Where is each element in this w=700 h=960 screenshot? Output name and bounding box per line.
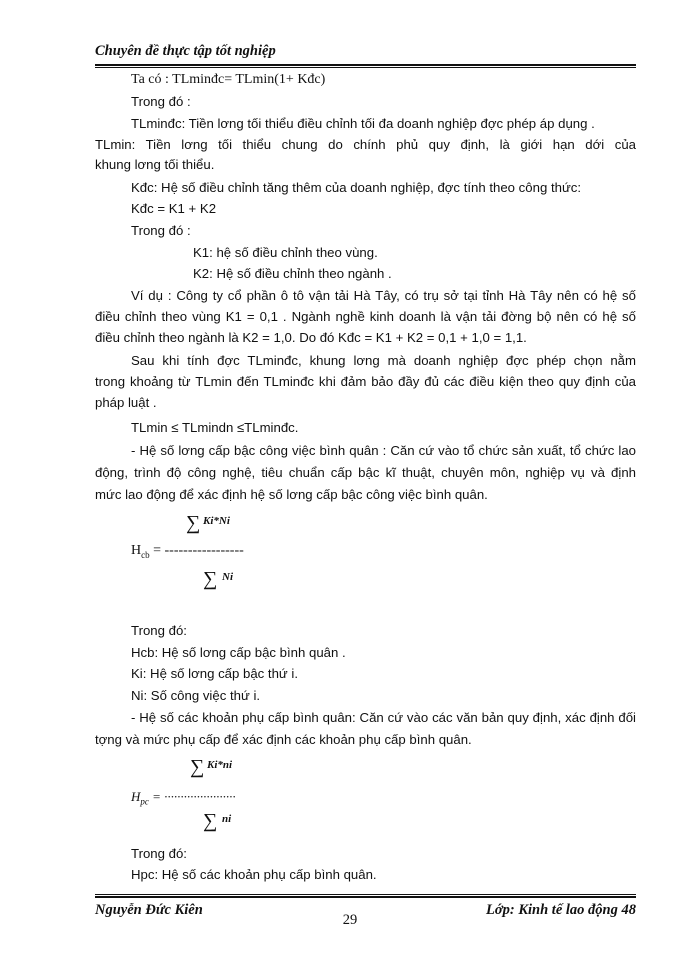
formula-lhs-subscript: pc — [140, 796, 149, 807]
body-line: pháp luật . — [95, 395, 157, 410]
header-rule-thin — [95, 67, 636, 68]
body-line: mức lao động để xác định hệ số lơng cấp bậc công việc bình quân. — [95, 487, 488, 502]
body-line: khung lơng tối thiểu. — [95, 157, 215, 172]
body-line: tợng và mức phụ cấp để xác định các khoản phụ cấp bình quân. — [95, 732, 472, 747]
formula-denominator: Ni — [222, 571, 233, 583]
body-line: Trong đó : — [131, 94, 191, 109]
body-line: K2: Hệ số điều chỉnh theo ngành . — [193, 266, 392, 281]
sigma-symbol: ∑ — [186, 512, 201, 534]
formula-lhs-symbol: H — [131, 789, 141, 804]
header-rule — [95, 64, 636, 66]
body-line: Ni: Số công việc thứ i. — [131, 688, 261, 703]
header-title: Chuyên đề thực tập tốt nghiệp — [95, 43, 276, 59]
sigma-symbol: ∑ — [203, 810, 218, 832]
body-line: TLmin ≤ TLmindn ≤TLminđc. — [131, 420, 299, 435]
body-line: TLminđc: Tiền lơng tối thiểu điều chỉnh tối đa doanh nghiệp đợc phép áp dụng . — [131, 116, 595, 131]
footer-class: Lớp: Kinh tế lao động 48 — [486, 902, 636, 918]
sigma-symbol: ∑ — [190, 756, 205, 778]
body-line: - Hệ số các khoản phụ cấp bình quân: Căn cứ vào các văn bản quy định, xác định đối — [131, 710, 636, 725]
formula-numerator: Ki*ni — [207, 759, 233, 771]
body-line: Ví dụ : Công ty cổ phần ô tô vận tải Hà Tây, có trụ sở tại tỉnh Hà Tây nên có hệ số — [131, 288, 636, 303]
body-line: Trong đó: — [131, 846, 187, 861]
formula-lhs — [131, 789, 236, 807]
body-line: điều chỉnh theo ngành là K2 = 1,0. Do đó Kđc = K1 + K2 = 0,1 + 1,0 = 1,1. — [95, 330, 527, 345]
body-line: trong khoảng từ TLmin đến TLminđc khi đảm bảo đầy đủ các điều kiện theo quy định của — [95, 374, 636, 389]
body-line: động, trình độ công nghệ, tiêu chuẩn cấp bậc kĩ thuật, chuyên môn, nghiệp vụ và định — [95, 465, 636, 480]
body-line: TLmin: Tiền lơng tối thiểu chung do chính phủ quy định, là giới hạn dới của — [95, 137, 636, 152]
sigma-symbol: ∑ — [203, 568, 218, 590]
body-line: Trong đó: — [131, 623, 187, 638]
formula-numerator: Ki*Ni — [203, 515, 230, 527]
formula-lhs — [131, 543, 244, 560]
body-line: - Hệ số lơng cấp bậc công việc bình quân : Căn cứ vào tổ chức sản xuất, tổ chức lao — [131, 443, 636, 458]
footer-rule-thin — [95, 894, 636, 895]
body-line: Kđc: Hệ số điều chỉnh tăng thêm của doanh nghiệp, đợc tính theo công thức: — [131, 180, 582, 195]
page-number: 29 — [342, 912, 358, 928]
footer-rule — [95, 896, 636, 898]
body-line: Ta có : TLminđc= TLmin(1+ Kđc) — [131, 72, 326, 87]
formula-lhs-subscript: cb — [141, 549, 150, 560]
body-line: K1: hệ số điều chỉnh theo vùng. — [193, 245, 378, 260]
body-line: Trong đó : — [131, 223, 191, 238]
body-line: Hcb: Hệ số lơng cấp bậc bình quân . — [131, 645, 346, 660]
formula-lhs-symbol: H — [131, 543, 142, 558]
formula-fraction-bar: = ······················ — [148, 789, 236, 804]
body-line: điều chỉnh theo vùng K1 = 0,1 . Ngành nghề kinh doanh là vận tải đờng bộ nên có hệ số — [95, 309, 636, 324]
body-line: Ki: Hệ số lơng cấp bậc thứ i. — [131, 666, 299, 681]
footer-author: Nguyễn Đức Kiên — [95, 902, 203, 918]
formula-fraction-bar: = ----------------- — [149, 543, 244, 558]
body-line: Hpc: Hệ số các khoản phụ cấp bình quân. — [131, 867, 377, 882]
body-line: Sau khi tính đợc TLminđc, khung lơng mà doanh nghiệp đợc phép chọn nằm — [131, 353, 636, 368]
formula-denominator: ni — [222, 813, 232, 825]
body-line: Kđc = K1 + K2 — [131, 201, 217, 216]
